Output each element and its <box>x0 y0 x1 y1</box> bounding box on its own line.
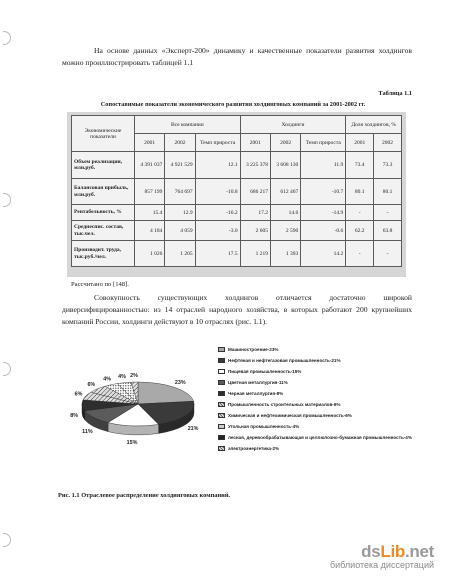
table-cell: 63.8 <box>374 221 402 241</box>
table-cell: 4 921 529 <box>165 152 195 179</box>
legend-label: Промышленность строительных материалов-6% <box>228 402 341 407</box>
legend-item <box>218 380 418 385</box>
table-cell: -14.9 <box>301 205 346 221</box>
indicators-table <box>71 115 402 267</box>
pie-data-label: 11% <box>82 428 93 435</box>
table-cell: 4 391 037 <box>135 152 165 179</box>
table-cell: 11.9 <box>301 152 346 179</box>
header-holdings: Холдинги <box>240 116 346 134</box>
header-year-2001: 2001 <box>346 134 374 152</box>
header-year-2002: 2002 <box>374 134 402 152</box>
logo-lib: Lib <box>380 542 405 561</box>
legend-swatch <box>218 347 225 351</box>
table-cell: 14.6 <box>270 205 300 221</box>
pie-data-label: 4% <box>103 376 112 383</box>
table-cell: 3 608 130 <box>270 152 300 179</box>
table-cell: 612 467 <box>270 179 300 205</box>
row-label: Среднеспис. состав, тыс.чел. <box>72 221 135 241</box>
table-cell: 73.3 <box>374 152 402 179</box>
row-label: Объем реализации, млн.руб. <box>72 152 135 179</box>
legend-swatch <box>218 424 225 428</box>
table-row <box>72 179 402 205</box>
pie-data-label: 15% <box>126 439 138 446</box>
table-cell: 15.4 <box>135 205 165 221</box>
table-cell: 3 225 378 <box>240 152 270 179</box>
header-growth-rate: Темп прироста <box>195 134 240 152</box>
header-year-2002: 2002 <box>270 134 300 152</box>
chart-legend <box>218 347 418 457</box>
legend-swatch <box>218 369 225 373</box>
table-cell: -10.8 <box>195 179 240 205</box>
header-holdings-share: Доля холдингов, % <box>346 116 402 134</box>
legend-label: электроэнергетика-2% <box>228 446 280 451</box>
header-growth-rate: Темп прироста <box>301 134 346 152</box>
legend-item <box>218 424 418 429</box>
table-cell: - <box>346 205 374 221</box>
header-year-2002: 2002 <box>165 134 195 152</box>
watermark <box>330 543 434 570</box>
table-cell: 2 590 <box>270 221 300 241</box>
header-all-companies: Все компании <box>135 116 241 134</box>
pie-data-label: 4% <box>118 373 126 380</box>
row-label: Рентабельность, % <box>72 205 135 221</box>
table-cell: -0.6 <box>301 221 346 241</box>
legend-item <box>218 391 418 396</box>
table-cell: 2 605 <box>240 221 270 241</box>
watermark-subtitle: библиотека диссертаций <box>329 560 434 570</box>
legend-item <box>218 402 418 407</box>
legend-swatch <box>218 358 225 362</box>
table-cell: 686 217 <box>240 179 270 205</box>
figure-caption: Рис. 1.1 Отраслевое распределение холдинговых компаний. <box>58 492 231 499</box>
binder-hole <box>3 362 11 376</box>
table-cell: 4 059 <box>165 221 195 241</box>
legend-swatch <box>218 435 225 439</box>
table-cell: -10.7 <box>301 179 346 205</box>
pie-data-label: 2% <box>130 373 138 380</box>
table-row <box>72 205 402 221</box>
legend-item <box>218 347 418 352</box>
table-row <box>72 152 402 179</box>
binder-hole <box>3 31 11 45</box>
legend-swatch <box>218 446 225 450</box>
legend-label: Машиностроение-23% <box>228 347 279 352</box>
table-cell: - <box>346 241 374 267</box>
table-cell: 857 199 <box>135 179 165 205</box>
header-year-2001: 2001 <box>240 134 270 152</box>
header-year-2001: 2001 <box>135 134 165 152</box>
table-cell: 1 205 <box>165 241 195 267</box>
table-cell: 1 393 <box>270 241 300 267</box>
table-cell: 12.9 <box>165 205 195 221</box>
pie-data-label: 6% <box>74 391 83 398</box>
legend-label: Нефтяная и нефтегазовая промышленность-21% <box>228 358 341 363</box>
legend-label: Цветная металлургия-11% <box>228 380 288 385</box>
source-note: Рассчитано по [148]. <box>71 281 129 288</box>
binder-hole <box>3 533 11 547</box>
legend-swatch <box>218 380 225 384</box>
watermark-logo <box>330 543 434 560</box>
table-cell: 4 184 <box>135 221 165 241</box>
table-cell: - <box>374 205 402 221</box>
table-cell: 12.1 <box>195 152 240 179</box>
table-cell: 73.4 <box>346 152 374 179</box>
table-cell: -3.0 <box>195 221 240 241</box>
body-paragraph: Совокупность существующих холдингов отличается достаточно широкой диверсифицированностью: из 14 отраслей народного хозяйства, в которых работают 200 крупнейших компаний России, холдинги действуют в 10 отраслях (рис. 1.1). <box>62 293 412 326</box>
pie-data-label: 6% <box>87 382 96 389</box>
legend-swatch <box>218 402 225 406</box>
table-row <box>72 221 402 241</box>
row-label: Балансовая прибыль, млн.руб. <box>72 179 135 205</box>
logo-ds: ds <box>361 542 381 561</box>
table-cell: -16.2 <box>195 205 240 221</box>
table-cell: 80.1 <box>374 179 402 205</box>
header-indicator: Экономические показатели <box>72 116 135 152</box>
table-cell: 1 026 <box>135 241 165 267</box>
table-cell: 764 697 <box>165 179 195 205</box>
table-cell: 80.1 <box>346 179 374 205</box>
pie-data-label: 23% <box>174 380 186 387</box>
binder-hole <box>3 193 11 207</box>
table-cell: 14.2 <box>301 241 346 267</box>
legend-item <box>218 413 418 418</box>
legend-label: Угольная промышленность-4% <box>228 424 300 429</box>
legend-item <box>218 446 418 451</box>
table-row <box>72 241 402 267</box>
table-cell: 1 219 <box>240 241 270 267</box>
legend-label: Химическая и нефтехимическая промышленность-6% <box>228 413 352 418</box>
logo-net: .net <box>404 542 434 561</box>
intro-paragraph: На основе данных «Эксперт-200» динамику и качественные показатели развития холдингов можно проиллюстрировать таблицей 1.1 <box>62 46 412 67</box>
legend-item <box>218 369 418 374</box>
legend-swatch <box>218 413 225 417</box>
legend-label: Черная металлургия-8% <box>228 391 284 396</box>
table-cell: - <box>374 241 402 267</box>
table-number: Таблица 1.1 <box>378 90 412 97</box>
legend-label: Пищевая промышленность-15% <box>228 369 302 374</box>
pie-data-label: 21% <box>187 425 199 432</box>
legend-item <box>218 435 418 440</box>
table-cell: 17.5 <box>195 241 240 267</box>
table-cell: 62.2 <box>346 221 374 241</box>
row-label: Производит. труда, тыс.руб./чел. <box>72 241 135 267</box>
table-caption: Сопоставимые показатели экономического развития холдинговых компаний за 2001-2002 гг. <box>100 101 366 108</box>
legend-item <box>218 358 418 363</box>
legend-label: лесная, деревообрабатывающая и целлюлозно-бумажная промышленность-4% <box>228 435 412 440</box>
pie-data-label: 8% <box>70 412 79 419</box>
legend-swatch <box>218 391 225 395</box>
table-cell: 17.2 <box>240 205 270 221</box>
pie-chart <box>72 372 222 452</box>
